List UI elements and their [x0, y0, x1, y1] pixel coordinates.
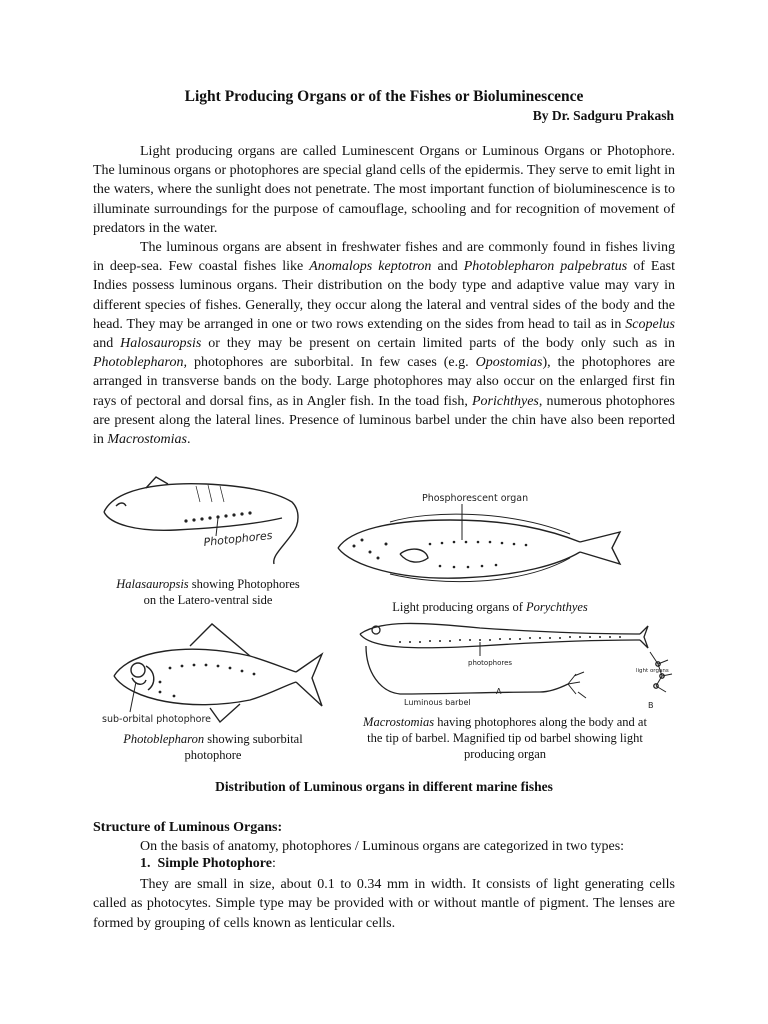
- simple-photophore-text: They are small in size, about 0.1 to 0.34 mm in width. It consists of light generating cells called as photocytes. Simple type may be provided with or without mantle of pigment. The lenses are formed by grouping of cells known as lenticular cells.: [93, 877, 675, 931]
- list-item-simple-photophore: [140, 856, 276, 872]
- species-name: Scopelus: [625, 316, 675, 332]
- p2-text: ), the photophores are arranged in transverse bands on the body. Large photophores may also occur on the enlarged first fin rays of pectoral and dorsal fins, as in Angler fish. In the toad fish,: [93, 355, 675, 409]
- author-line: By Dr. Sadguru Prakash: [532, 108, 674, 123]
- p2-text: or they may be present on certain limited parts of the body only such as in: [201, 336, 675, 352]
- list-number: 1.: [140, 856, 151, 871]
- photophores-label: photophores: [468, 659, 513, 667]
- section-intro: [93, 837, 675, 856]
- caption-text: Light producing organs of: [392, 600, 526, 614]
- figure-part-b-label: B: [648, 701, 654, 710]
- caption-text: showing suborbital: [204, 732, 303, 746]
- p2-text: .: [186, 432, 191, 448]
- figure-part-a-label: A: [496, 687, 502, 696]
- section-heading: Structure of Luminous Organs:: [93, 820, 283, 835]
- figure-porychthyes: [330, 490, 630, 590]
- species-name: Opostomias: [475, 355, 543, 371]
- section-intro-text: On the basis of anatomy, photophores / Luminous organs are categorized in two types:: [140, 839, 625, 854]
- species-name: Macrostomias: [107, 432, 187, 448]
- list-item-label: Simple Photophore: [157, 856, 272, 871]
- document-title: Light Producing Organs or of the Fishes or Bioluminescence: [184, 88, 584, 105]
- p2-text: The luminous organs are absent in freshwater fishes and are commonly found in fishes living in deep-sea. Few coastal fishes like: [93, 240, 675, 275]
- figure-photoblepharon: [100, 620, 325, 730]
- caption-text: producing organ: [463, 747, 547, 761]
- caption-halosauropsis: [96, 576, 320, 608]
- caption-species: Halasauropsis: [116, 577, 189, 591]
- caption-macrostomias: [335, 714, 675, 762]
- intro-text: [93, 142, 675, 449]
- species-name: Porichthyes: [471, 393, 539, 409]
- macrostomias-drawing: [340, 612, 680, 712]
- caption-text: photophore: [184, 748, 242, 762]
- caption-text: the tip of barbel. Magnified tip od barbel showing light: [367, 731, 643, 745]
- luminous-barbel-label: Luminous barbel: [404, 698, 471, 707]
- species-name: Photoblepharon,: [93, 355, 187, 371]
- phosphorescent-organ-label: Phosphorescent organ: [422, 493, 529, 504]
- p2-text: and: [93, 336, 121, 352]
- figure-macrostomias: [340, 612, 680, 712]
- species-name: Anomalops keptotron: [309, 259, 432, 275]
- simple-photophore-description: [93, 875, 675, 933]
- caption-species: Photoblepharon: [123, 732, 205, 746]
- figure-group-title: Distribution of Luminous organs in different marine fishes: [215, 779, 553, 794]
- species-name: Halosauropsis: [120, 336, 202, 352]
- caption-text: having photophores along the body and at: [434, 715, 647, 729]
- list-item-suffix: :: [271, 856, 276, 871]
- caption-photoblepharon: [100, 731, 326, 763]
- paragraph-1: Light producing organs are called Luminescent Organs or Luminous Organs or Photophore. The luminous organs or photophores are special gland cells of the epidermis. They serve to emit light in the waters, where the sunlight does not penetrate. The most important function of bioluminescence is to illuminate surroundings for the purpose of camouflage, schooling and for recognition of movement of predators in the water.: [93, 144, 675, 236]
- p2-text: of East Indies possess luminous organs. Their distribution on the body type and adaptive value may vary in different species of fishes. Generally, they occur along the lateral and ventral sides of the body and the head. They may be arranged in one or two rows extending on the sides from head to tail as in: [93, 259, 676, 332]
- p2-text: and: [431, 259, 464, 275]
- figure-halosauropsis: [96, 472, 310, 572]
- caption-text: showing Photophores: [188, 577, 300, 591]
- p2-text: photophores are suborbital. In few cases (e.g.: [186, 355, 476, 371]
- halosauropsis-drawing: [96, 472, 310, 572]
- light-organs-label: light organs: [636, 668, 669, 674]
- p2-text: , numerous photophores are present along the lateral lines. Presence of luminous barbel under the chin have also been reported in: [93, 393, 675, 448]
- caption-text: on the Latero-ventral side: [143, 593, 273, 607]
- caption-species: Porychthyes: [526, 600, 588, 614]
- porychthyes-drawing: [330, 490, 630, 590]
- photoblepharon-drawing: [100, 620, 325, 730]
- species-name: Photoblepharon palpebratus: [463, 259, 628, 275]
- paragraph-2: [93, 238, 675, 449]
- photophores-label: Photophores: [202, 528, 274, 549]
- caption-species: Macrostomias: [363, 715, 435, 729]
- sub-orbital-label: sub-orbital photophore: [102, 714, 212, 725]
